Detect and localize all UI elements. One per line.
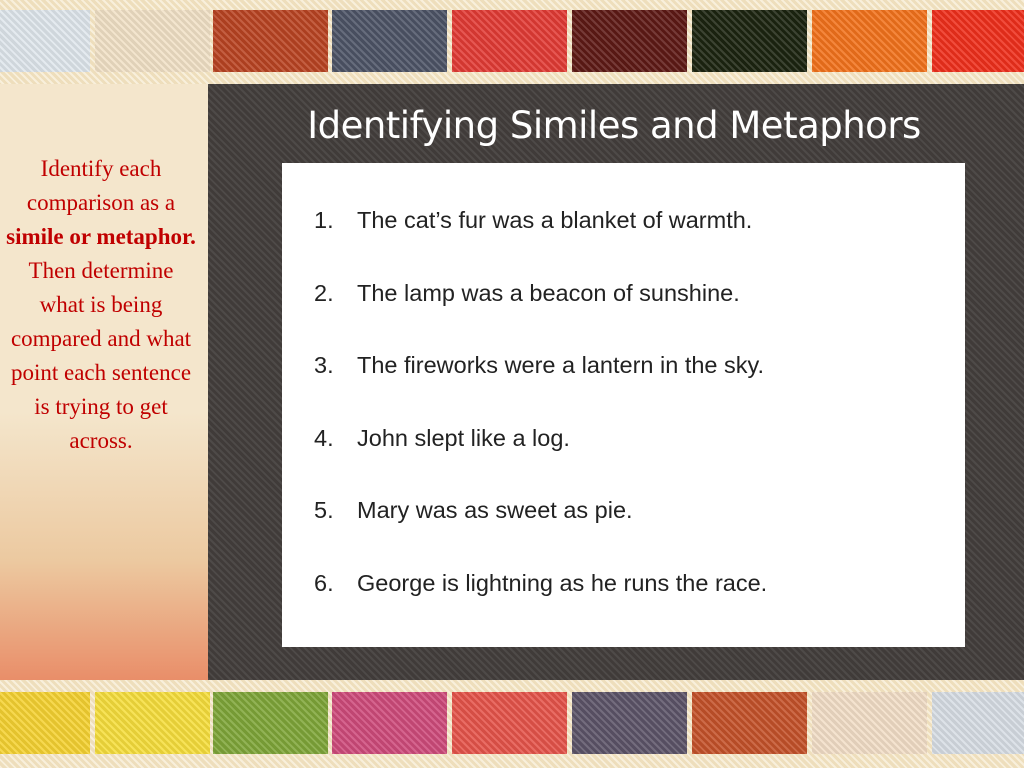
decorative-tile: [932, 692, 1024, 754]
decorative-tile: [572, 10, 687, 72]
sentence-item-3: [314, 352, 767, 425]
decorative-tile: [95, 10, 210, 72]
sentence-number: 6.: [314, 569, 334, 596]
decorative-tile: [213, 692, 328, 754]
decorative-tile: [0, 10, 90, 72]
sentence-list: [314, 207, 767, 642]
sentence-number: 1.: [314, 207, 334, 233]
decorative-tile: [452, 692, 567, 754]
sentence-item-2: [314, 280, 767, 353]
sentence-number: 5.: [314, 497, 334, 523]
decorative-tile: [452, 10, 567, 72]
slide-title: Identifying Similes and Metaphors: [307, 104, 921, 147]
sentence-text: The cat’s fur was a blanket of warmth.: [357, 207, 753, 233]
bottom-color-tiles: [0, 692, 1024, 754]
decorative-tile: [692, 10, 807, 72]
sentence-number: 4.: [314, 424, 334, 451]
decorative-tile: [332, 10, 447, 72]
sentence-text: The lamp was a beacon of sunshine.: [357, 279, 740, 306]
top-color-tiles: [0, 10, 1024, 72]
sentence-text: John slept like a log.: [357, 424, 570, 451]
decorative-tile: [213, 10, 328, 72]
decorative-tile: [95, 692, 210, 754]
decorative-tile: [812, 10, 927, 72]
sentence-text: George is lightning as he runs the race.: [357, 569, 768, 596]
sentence-item-4: [314, 425, 767, 498]
decorative-tile: [932, 10, 1024, 72]
sentence-item-5: [314, 497, 767, 570]
instructions-text: [4, 152, 198, 458]
decorative-tile: [0, 692, 90, 754]
sentence-text: The fireworks were a lantern in the sky.: [357, 352, 765, 378]
sentence-item-6: [314, 570, 767, 643]
instructions-intro: Identify each comparison as a: [26, 156, 176, 215]
decorative-tile: [692, 692, 807, 754]
instructions-details: Then determine what is being compared and what point each sentence is trying to get across.: [10, 258, 192, 453]
decorative-tile: [332, 692, 447, 754]
sentence-number: 3.: [314, 352, 334, 378]
instructions-emphasis: simile or metaphor.: [6, 224, 196, 249]
decorative-tile: [572, 692, 687, 754]
decorative-tile: [812, 692, 927, 754]
sentence-item-1: [314, 207, 767, 280]
sentence-text: Mary was as sweet as pie.: [357, 497, 633, 523]
sentence-card: [282, 163, 965, 647]
sentence-number: 2.: [314, 279, 334, 306]
